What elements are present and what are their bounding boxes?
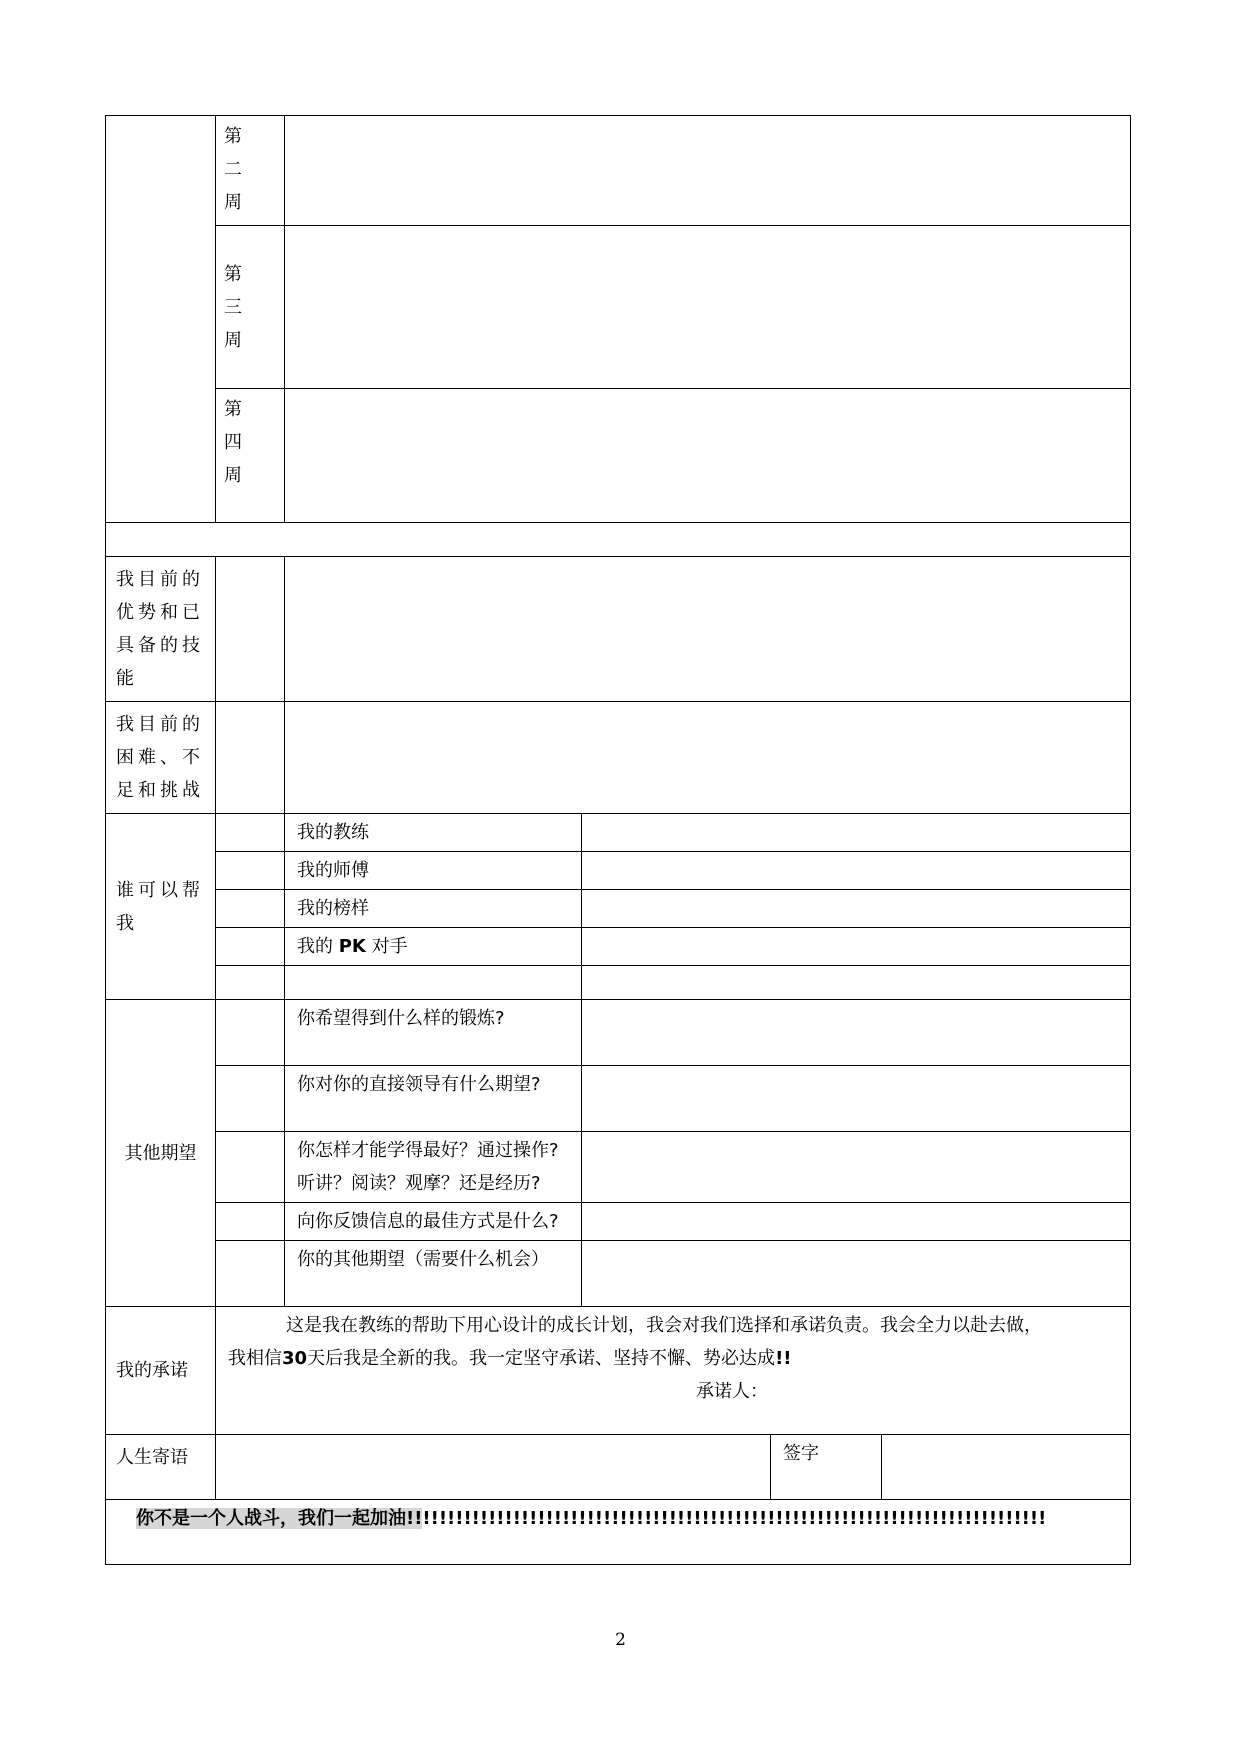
helper-master-field[interactable]	[582, 852, 1131, 890]
spacer-row	[106, 523, 1131, 557]
expectation-answer-training[interactable]	[582, 1000, 1131, 1066]
helper-row	[106, 814, 1131, 852]
expectation-row	[106, 1066, 1131, 1132]
week-2-label: 第 二 周	[216, 116, 285, 226]
week-3-content[interactable]	[285, 226, 1131, 389]
promise-label: 我的承诺	[106, 1307, 216, 1435]
promise-signer: 承诺人：	[696, 1381, 768, 1402]
helpers-label: 谁可以帮我	[106, 814, 216, 1000]
helper-master-label: 我的师傅	[285, 852, 582, 890]
helper-pk-field[interactable]	[582, 928, 1131, 966]
expectation-question-other: 你的其他期望（需要什么机会）	[285, 1241, 582, 1307]
difficulties-row	[106, 702, 1131, 814]
week-2-row	[106, 116, 1131, 226]
expectation-blank	[216, 1066, 285, 1132]
motto-field[interactable]	[216, 1435, 771, 1500]
expectation-answer-other[interactable]	[582, 1241, 1131, 1307]
helper-blank	[216, 852, 285, 890]
spacer-cell	[106, 523, 1131, 557]
expectation-row	[106, 1241, 1131, 1307]
expectation-blank	[216, 1241, 285, 1307]
expectation-row	[106, 1203, 1131, 1241]
week-3-row	[106, 226, 1131, 389]
promise-content	[216, 1307, 1131, 1435]
footer-slogan: 你不是一个人战斗，我们一起加油!!	[136, 1508, 423, 1529]
helper-blank	[216, 814, 285, 852]
page-number: 2	[615, 1630, 626, 1650]
helper-row	[106, 852, 1131, 890]
helper-blank	[216, 890, 285, 928]
expectation-answer-learning[interactable]	[582, 1132, 1131, 1203]
footer-row	[106, 1500, 1131, 1565]
expectation-blank	[216, 1000, 285, 1066]
helper-pk-prefix: 我的	[297, 936, 339, 957]
promise-days: 30	[282, 1348, 308, 1369]
sign-label: 签字	[771, 1435, 882, 1500]
motto-row	[106, 1435, 1131, 1500]
motto-label: 人生寄语	[106, 1435, 216, 1500]
week-4-row	[106, 389, 1131, 523]
helper-pk-bold: PK	[338, 936, 366, 957]
promise-line-2	[228, 1342, 1118, 1375]
week-4-content[interactable]	[285, 389, 1131, 523]
promise-line-1: 这是我在教练的帮助下用心设计的成长计划，我会对我们选择和承诺负责。我会全力以赴去做，	[286, 1315, 1042, 1336]
difficulties-blank	[216, 702, 285, 814]
week-3-label: 第 三 周	[216, 226, 285, 389]
footer-cell	[106, 1500, 1131, 1565]
expectation-blank	[216, 1203, 285, 1241]
helper-blank	[216, 966, 285, 1000]
sign-field[interactable]	[882, 1435, 1131, 1500]
helper-blank	[216, 928, 285, 966]
promise-line-2-a: 我相信	[228, 1348, 282, 1369]
helper-extra-field[interactable]	[582, 966, 1131, 1000]
expectation-question-learning: 你怎样才能学得最好？通过操作?听讲？阅读？观摩？还是经历?	[285, 1132, 582, 1203]
expectation-question-leader: 你对你的直接领导有什么期望?	[285, 1066, 582, 1132]
strengths-row	[106, 557, 1131, 702]
expectation-row	[106, 1132, 1131, 1203]
difficulties-content[interactable]	[285, 702, 1131, 814]
expectation-question-feedback: 向你反馈信息的最佳方式是什么?	[285, 1203, 582, 1241]
difficulties-label: 我目前的困难、不足和挑战	[106, 702, 216, 814]
helper-row	[106, 890, 1131, 928]
expectation-answer-feedback[interactable]	[582, 1203, 1131, 1241]
helper-rolemodel-label: 我的榜样	[285, 890, 582, 928]
week-4-label: 第 四 周	[216, 389, 285, 523]
helper-coach-field[interactable]	[582, 814, 1131, 852]
growth-plan-table	[105, 115, 1131, 1565]
helper-pk-label	[285, 928, 582, 966]
helper-coach-label: 我的教练	[285, 814, 582, 852]
strengths-blank	[216, 557, 285, 702]
expectation-question-training: 你希望得到什么样的锻炼?	[285, 1000, 582, 1066]
promise-exclaim: !!	[775, 1348, 792, 1369]
expectation-blank	[216, 1132, 285, 1203]
helper-rolemodel-field[interactable]	[582, 890, 1131, 928]
expectation-row	[106, 1000, 1131, 1066]
helper-row	[106, 928, 1131, 966]
helper-row	[106, 966, 1131, 1000]
strengths-label: 我目前的优势和已具备的技能	[106, 557, 216, 702]
strengths-content[interactable]	[285, 557, 1131, 702]
week-2-content[interactable]	[285, 116, 1131, 226]
footer-exclaims: !!!!!!!!!!!!!!!!!!!!!!!!!!!!!!!!!!!!!!!!!!!!!!!!!!!!!!!!!!!!!!!!!!!!!!!!!!!!	[422, 1508, 1047, 1529]
promise-row	[106, 1307, 1131, 1435]
helper-extra-label[interactable]	[285, 966, 582, 1000]
expectation-answer-leader[interactable]	[582, 1066, 1131, 1132]
promise-line-2-b: 天后我是全新的我。我一定坚守承诺、坚持不懈、势必达成	[307, 1348, 776, 1369]
expectations-label: 其他期望	[106, 1000, 216, 1307]
weeks-side-cell	[106, 116, 216, 523]
helper-pk-suffix: 对手	[365, 936, 408, 957]
